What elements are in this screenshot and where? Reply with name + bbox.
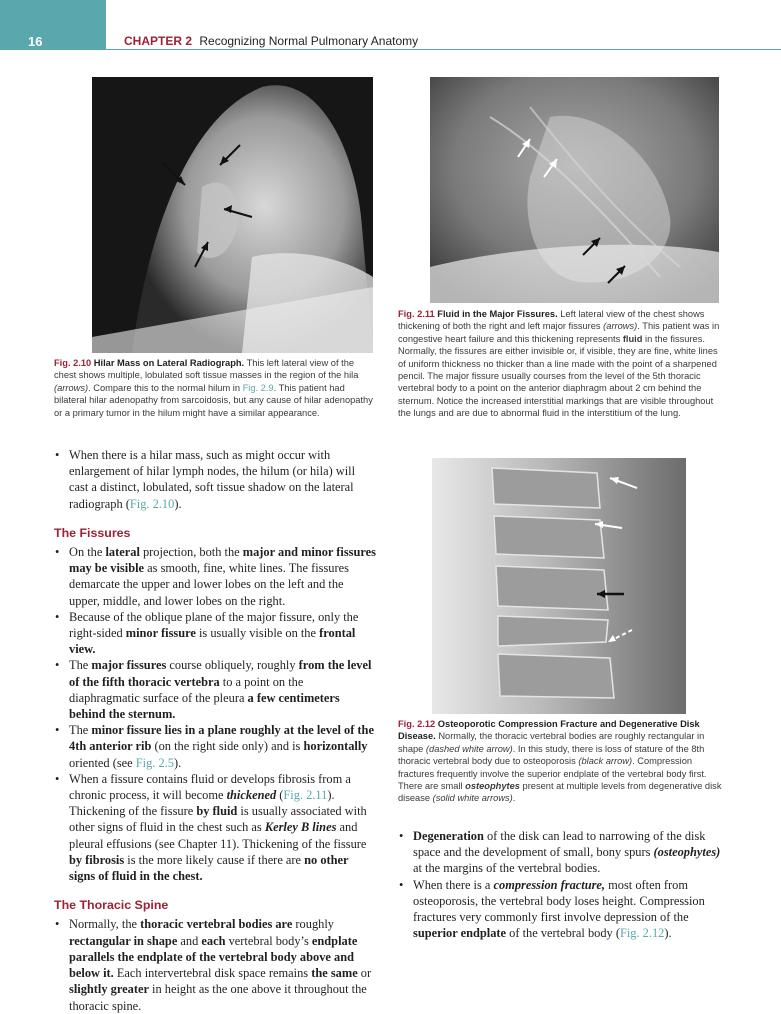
text-run: When there is a hilar mass, such as might occur with enlargement of hilar lymph nodes, the hilum (or hila) will cast a distinct, lobulated, soft tissue shadow on the lateral radiograph ( bbox=[69, 448, 356, 511]
figure-2-11-radiograph bbox=[430, 77, 719, 303]
text-run: Kerley B lines bbox=[264, 820, 337, 835]
figure-reference-link[interactable]: Fig. 2.5 bbox=[135, 755, 174, 770]
text-run: (on the right side only) and is bbox=[151, 739, 304, 754]
text-run: superior endplate bbox=[413, 926, 507, 941]
figure-caption-text bbox=[398, 731, 721, 803]
text-run: Normally, the thoracic vertebral bodies are roughly rectangular in shape bbox=[398, 731, 705, 754]
figure-2-11-caption bbox=[398, 308, 722, 420]
spine-xray-image bbox=[432, 458, 686, 714]
text-run: thickened bbox=[226, 788, 277, 803]
text-run: of the vertebral body ( bbox=[506, 926, 620, 941]
text-run: ( bbox=[276, 788, 284, 803]
text-run: (solid white arrows) bbox=[432, 793, 513, 804]
list-item bbox=[54, 609, 376, 658]
text-run: by fibrosis bbox=[69, 852, 125, 867]
text-run: as smooth, fine, white lines. The fissures demarcate the upper and lower lobes on the left and the upper, middle, and lower lobes on the right. bbox=[69, 561, 349, 608]
text-run: vertebral body’s bbox=[225, 933, 312, 948]
text-run: (osteophytes) bbox=[653, 845, 721, 860]
text-run: Left lateral view of the chest shows thickening of both the right and left major fissures bbox=[398, 309, 705, 332]
figure-caption-text bbox=[398, 309, 719, 418]
list-item bbox=[54, 544, 376, 609]
lateral-chest-xray-image bbox=[430, 77, 719, 303]
right-text-column bbox=[398, 828, 722, 941]
text-run: oriented (see bbox=[69, 755, 136, 770]
left-text-column bbox=[54, 447, 376, 1014]
text-run: . Compression fractures frequently involve the superior endplate of the vertebral body first. There are small bbox=[398, 756, 707, 792]
text-run: no other signs of fluid in the chest. bbox=[69, 852, 349, 884]
text-run: a few centimeters behind the sternum. bbox=[69, 690, 340, 722]
list-item bbox=[398, 828, 722, 877]
text-run: at the margins of the vertebral bodies. bbox=[413, 861, 601, 876]
lateral-chest-xray-image bbox=[92, 77, 373, 353]
list-item bbox=[54, 722, 376, 771]
list-item bbox=[398, 877, 722, 942]
text-run: course obliquely, roughly bbox=[166, 658, 299, 673]
figure-reference-link[interactable]: Fig. 2.12 bbox=[619, 926, 665, 941]
text-run: frontal view. bbox=[69, 626, 356, 657]
text-run: compression fracture, bbox=[493, 877, 606, 892]
bullet-list bbox=[54, 544, 376, 884]
text-run: is usually associated with other signs of fluid in the chest such as bbox=[69, 804, 367, 835]
figure-reference-link[interactable]: Fig. 2.10 bbox=[129, 496, 175, 511]
text-run: rectangular in shape bbox=[69, 933, 178, 948]
text-run: (black arrow) bbox=[578, 756, 633, 767]
text-run: present at multiple levels from degenerative disk disease bbox=[398, 781, 722, 804]
text-run: ). bbox=[664, 926, 672, 941]
figure-2-10-radiograph bbox=[92, 77, 373, 353]
text-run: The bbox=[69, 658, 92, 673]
text-run: . This patient was in congestive heart failure and this thickening represents bbox=[398, 321, 720, 344]
section-heading-fissures: The Fissures bbox=[54, 525, 131, 540]
bullet-list bbox=[398, 828, 722, 941]
text-run: (arrows) bbox=[54, 382, 89, 393]
header-rule bbox=[106, 49, 781, 50]
figure-label: Fig. 2.12 bbox=[398, 719, 436, 729]
text-run: of the disk can lead to narrowing of the disk space and the development of small, bony spurs bbox=[413, 829, 706, 860]
text-run: When there is a bbox=[413, 877, 494, 892]
text-run: thoracic vertebral bodies are bbox=[140, 917, 293, 932]
text-run: osteophytes bbox=[465, 781, 520, 792]
page-number: 16 bbox=[28, 34, 43, 49]
text-run: When a fissure contains fluid or develops fibrosis from a chronic process, it will become bbox=[69, 771, 351, 803]
text-run: and bbox=[177, 933, 202, 948]
text-run: . In this study, there is loss of stature of the 8th thoracic vertebral body due to osteoporosis bbox=[398, 743, 705, 767]
text-run: . Compare this to the normal hilum in bbox=[88, 382, 243, 393]
figure-title: Osteoporotic Compression Fracture and Degenerative Disk Disease. bbox=[398, 719, 700, 742]
text-run: (arrows) bbox=[603, 321, 638, 332]
section-heading-thoracic-spine: The Thoracic Spine bbox=[54, 898, 169, 913]
figure-reference-link[interactable]: Fig. 2.9 bbox=[242, 382, 274, 393]
text-run: the same bbox=[311, 966, 358, 981]
text-run: Degeneration bbox=[413, 829, 484, 843]
text-run: fluid bbox=[622, 333, 643, 344]
text-run: ). bbox=[174, 496, 182, 511]
figure-title: Fluid in the Major Fissures. bbox=[437, 309, 558, 319]
text-run: by fluid bbox=[196, 804, 238, 819]
list-item bbox=[54, 447, 376, 512]
figure-reference-link[interactable]: Fig. 2.11 bbox=[283, 788, 328, 803]
figure-title: Hilar Mass on Lateral Radiograph. bbox=[93, 358, 245, 368]
text-run: roughly bbox=[292, 917, 334, 932]
list-item bbox=[54, 916, 376, 1013]
text-run: or bbox=[357, 966, 372, 981]
text-run: projection, both the bbox=[139, 545, 243, 560]
running-head bbox=[124, 34, 418, 48]
text-run: ). bbox=[173, 755, 182, 770]
text-run: On the bbox=[69, 545, 106, 560]
text-run: is the more likely cause if there are bbox=[124, 852, 305, 867]
figure-label: Fig. 2.11 bbox=[398, 309, 435, 319]
text-run: endplate parallels the endplate of the vertebral body above and below it. bbox=[69, 933, 358, 981]
text-run: from the level of the fifth thoracic vertebra bbox=[69, 658, 372, 689]
text-run: to a point on the diaphragmatic surface of the pleura bbox=[69, 674, 304, 705]
text-run: Because of the oblique plane of the major fissure, only the right-sided bbox=[69, 609, 359, 641]
figure-label: Fig. 2.10 bbox=[54, 358, 92, 368]
text-run: each bbox=[201, 933, 226, 948]
page-number-tab bbox=[0, 0, 106, 50]
bullet-list bbox=[54, 447, 376, 512]
text-run: This left lateral view of the chest shows multiple, lobulated soft tissue masses in the region of the hila bbox=[54, 358, 359, 381]
text-run: is usually visible on the bbox=[195, 626, 320, 641]
text-run: Each intervertebral disk space remains bbox=[113, 966, 312, 981]
chapter-title: Recognizing Normal Pulmonary Anatomy bbox=[199, 34, 419, 48]
text-run: lateral bbox=[105, 545, 140, 560]
text-run: major fissures bbox=[91, 658, 167, 673]
list-item bbox=[54, 657, 376, 722]
figure-2-12-radiograph bbox=[432, 458, 686, 714]
bullet-list bbox=[54, 916, 376, 1013]
text-run: minor fissure bbox=[125, 626, 196, 641]
figure-2-10-caption bbox=[54, 357, 374, 419]
text-run: minor fissure lies in a plane roughly at the level of the 4th anterior rib bbox=[69, 723, 374, 754]
text-run: in height as the one above it throughout the thoracic spine. bbox=[69, 982, 367, 1013]
text-run: major and minor fissures may be visible bbox=[69, 545, 376, 576]
text-run: (dashed white arrow) bbox=[425, 743, 513, 754]
text-run: The bbox=[69, 723, 92, 738]
text-run: . This patient had bilateral hilar adenopathy from sarcoidosis, but any cause of hilar adenopathy or a primary tumor in the hilum might have a similar appearance. bbox=[54, 382, 373, 418]
text-run: . bbox=[512, 793, 516, 804]
text-run: slightly greater bbox=[69, 982, 149, 997]
chapter-label: CHAPTER 2 bbox=[124, 34, 193, 48]
text-run: horizontally bbox=[303, 739, 368, 754]
text-run: in the fissures. Normally, the fissures are either invisible or, if visible, they are fine, white lines of uniform thickness no thicker than a line made with the point of a sharpened pencil. The major fissure usually courses from the level of the 5th thoracic vertebral body to a point on the anterior diaphragm about 2 cm behind the sternum. Notice the increased interstitial markings that are visible throughout the lungs and are due to abnormal fluid in the interstitium of the lung. bbox=[398, 333, 718, 419]
figure-2-12-caption bbox=[398, 718, 722, 805]
text-run: ). Thickening of the fissure bbox=[69, 788, 335, 819]
text-run: Normally, the bbox=[69, 917, 141, 932]
list-item bbox=[54, 771, 376, 884]
text-run: most often from osteoporosis, the vertebral body loses height. Compression fractures very commonly first involve depression of the bbox=[413, 877, 705, 925]
text-run: and pleural effusions (see Chapter 11). Thickening of the fissure bbox=[69, 820, 367, 851]
